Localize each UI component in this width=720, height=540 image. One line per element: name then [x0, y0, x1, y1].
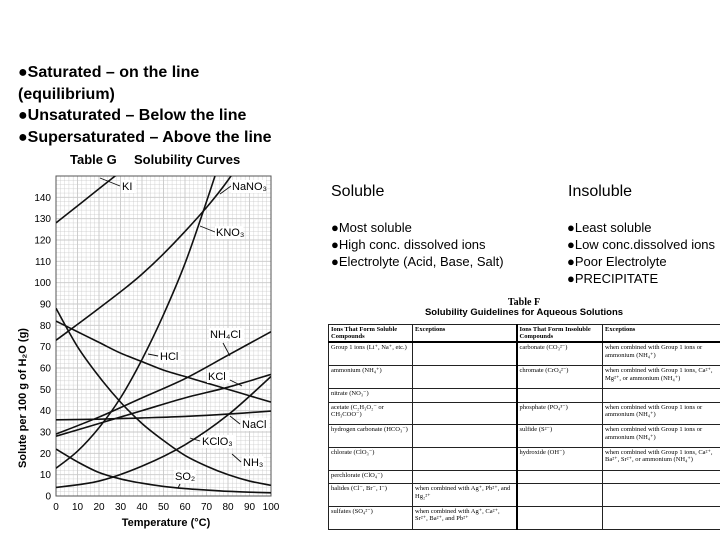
table-cell: perchlorate (ClO₄⁻)	[329, 470, 413, 483]
table-cell	[413, 425, 517, 448]
table-cell: halides (Cl⁻, Br⁻, I⁻)	[329, 484, 413, 507]
saturation-notes	[18, 62, 318, 148]
table-cell	[413, 448, 517, 471]
x-axis-label: Temperature (°C)	[121, 517, 211, 529]
header-exceptions: Exceptions	[603, 325, 720, 343]
table-cell: when combined with Ag⁺, Ca²⁺, Sr²⁺, Ba²⁺, and Pb²⁺	[413, 507, 517, 530]
curve-label: KI	[122, 181, 133, 193]
bullet-saturated: ●Saturated – on the line	[18, 64, 200, 81]
y-tick-label: 10	[39, 470, 51, 482]
table-cell: sulfates (SO₄²⁻)	[329, 507, 413, 530]
table-cell	[603, 470, 720, 483]
curve-label: NaNO₃	[232, 181, 268, 193]
table-cell: when combined with Group 1 ions, Ca²⁺, Mg²⁺, or ammonium (NH₄⁺)	[603, 366, 720, 389]
y-tick-label: 70	[39, 342, 51, 354]
solubility-curves-chart	[10, 148, 310, 538]
y-tick-label: 140	[34, 192, 51, 204]
y-axis-label: Solute per 100 g of H₂O (g)	[17, 328, 29, 468]
bullet-unsaturated: ●Unsaturated – Below the line	[18, 107, 247, 124]
table-cell: Group 1 ions (Li⁺, Na⁺, etc.)	[329, 342, 413, 365]
y-tick-label: 100	[34, 278, 51, 290]
table-header-row	[329, 325, 720, 343]
curve-label: KNO₃	[216, 227, 245, 239]
table-row	[329, 342, 720, 365]
header-insoluble-ions: Ions That Form Insoluble Compounds	[517, 325, 603, 343]
table-row	[329, 425, 720, 448]
y-tick-label: 110	[35, 256, 51, 268]
soluble-item: ●High conc. dissolved ions	[331, 237, 486, 252]
x-tick-label: 10	[71, 502, 84, 513]
bullet-equilibrium: (equilibrium)	[18, 85, 115, 103]
curve-label: SO₂	[175, 471, 196, 483]
label-leader-line	[223, 343, 230, 356]
curve-label: NaCl	[242, 419, 267, 431]
curve-label: NH₄Cl	[210, 329, 241, 341]
soluble-list	[331, 219, 504, 270]
table-row	[329, 366, 720, 389]
table-cell: chlorate (ClO₃⁻)	[329, 448, 413, 471]
x-tick-label: 50	[157, 502, 170, 513]
soluble-item: ●Most soluble	[331, 220, 412, 235]
y-tick-label: 40	[39, 406, 51, 418]
table-cell	[603, 507, 720, 530]
soluble-heading: Soluble	[331, 183, 385, 200]
y-tick-label: 120	[34, 235, 51, 247]
table-cell: when combined with Group 1 ions or ammonium (NH₄⁺)	[603, 425, 720, 448]
table-cell	[413, 366, 517, 389]
soluble-item: ●Electrolyte (Acid, Base, Salt)	[331, 254, 504, 269]
curve-label: NH₃	[243, 457, 264, 469]
table-cell: when combined with Ag⁺, Pb²⁺, and Hg₂²⁺	[413, 484, 517, 507]
table-row	[329, 470, 720, 483]
x-tick-label: 30	[114, 502, 127, 513]
table-cell: acetate (C₂H₃O₂⁻ or CH₃COO⁻)	[329, 402, 413, 425]
header-soluble-ions: Ions That Form Soluble Compounds	[329, 325, 413, 343]
x-tick-label: 60	[179, 502, 191, 513]
insoluble-item: ●Least soluble	[567, 220, 652, 235]
chart-title-prefix: Table G	[70, 152, 117, 167]
table-cell	[413, 402, 517, 425]
table-cell	[413, 389, 517, 402]
header-exceptions: Exceptions	[413, 325, 517, 343]
insoluble-list	[567, 219, 720, 287]
curve-label: KCl	[208, 371, 226, 383]
y-tick-label: 130	[34, 214, 51, 226]
chart-title: Solubility Curves	[134, 152, 241, 167]
table-cell: nitrate (NO₃⁻)	[329, 389, 413, 402]
table-cell: when combined with Group 1 ions, Ca²⁺, Ba²⁺, Sr²⁺, or ammonium (NH₄⁺)	[603, 448, 720, 471]
y-tick-label: 50	[39, 384, 51, 396]
table-cell: sulfide (S²⁻)	[517, 425, 603, 448]
y-tick-label: 80	[39, 320, 51, 332]
x-tick-label: 40	[136, 502, 148, 513]
table-cell: phosphate (PO₄³⁻)	[517, 402, 603, 425]
label-leader-line	[230, 416, 240, 424]
x-tick-label: 100	[262, 502, 280, 513]
insoluble-item: ●PRECIPITATE	[567, 271, 659, 286]
y-tick-label: 90	[39, 299, 51, 311]
table-row	[329, 484, 720, 507]
x-tick-label: 20	[93, 502, 105, 513]
table-row	[329, 389, 720, 402]
table-cell: when combined with Group 1 ions or ammonium (NH₄⁺)	[603, 402, 720, 425]
y-tick-label: 60	[39, 363, 51, 375]
table-cell: hydroxide (OH⁻)	[517, 448, 603, 471]
table-cell	[517, 470, 603, 483]
table-cell: hydrogen carbonate (HCO₃⁻)	[329, 425, 413, 448]
insoluble-heading: Insoluble	[568, 183, 633, 200]
y-tick-label: 20	[39, 448, 51, 460]
table-cell	[517, 389, 603, 402]
table-cell	[413, 342, 517, 365]
y-tick-label: 30	[39, 427, 51, 439]
x-tick-label: 80	[222, 502, 234, 513]
table-cell: carbonate (CO₃²⁻)	[517, 342, 603, 365]
table-cell	[413, 470, 517, 483]
insoluble-item: ●Low conc.dissolved ions	[567, 237, 716, 252]
table-row	[329, 507, 720, 530]
x-tick-label: 90	[243, 502, 256, 513]
y-tick-label: 0	[45, 491, 51, 503]
curve-label: HCl	[160, 351, 179, 363]
table-f-title: Table F	[507, 297, 541, 308]
table-cell	[603, 484, 720, 507]
table-cell	[517, 507, 603, 530]
table-row	[329, 448, 720, 471]
table-cell: ammonium (NH₄⁺)	[329, 366, 413, 389]
x-tick-label: 70	[200, 502, 213, 513]
bullet-supersaturated: ●Supersaturated – Above the line	[18, 128, 272, 146]
solubility-guidelines-table	[328, 324, 720, 530]
table-cell: chromate (CrO₄²⁻)	[517, 366, 603, 389]
table-row	[329, 402, 720, 425]
table-cell	[603, 389, 720, 402]
x-tick-label: 0	[53, 502, 59, 513]
table-f-subtitle: Solubility Guidelines for Aqueous Solutions	[424, 307, 624, 318]
table-cell: when combined with Group 1 ions or ammonium (NH₄⁺)	[603, 342, 720, 365]
curve-label: KClO₃	[202, 436, 233, 448]
insoluble-item: ●Poor Electrolyte	[567, 254, 667, 269]
table-cell	[517, 484, 603, 507]
